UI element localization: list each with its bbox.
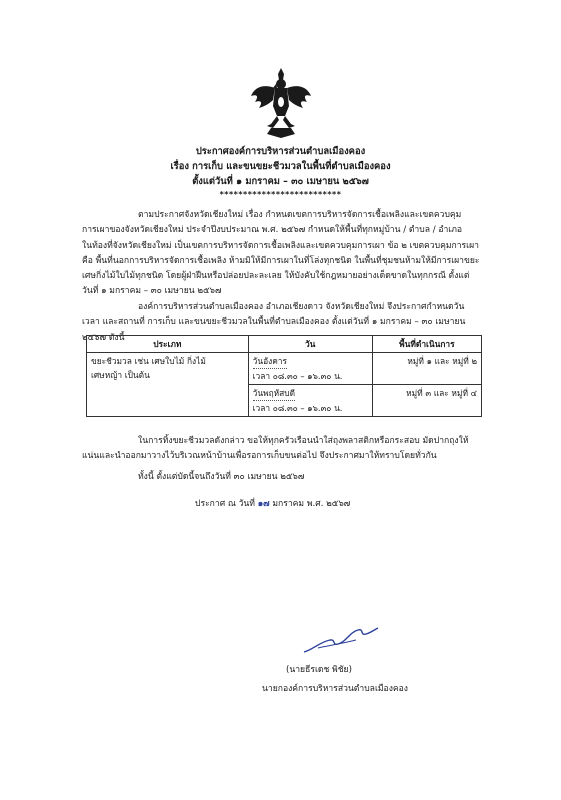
effective-date-line: ทั้งนี้ ตั้งแต่บัดนี้จนถึงวันที่ ๓๐ เมษายน ๒๕๖๗ — [138, 472, 305, 482]
paragraph-line: เศษกิ่งไม้ใบไม้ทุกชนิด โดยผู้ฝ่าฝืนหรือปล่อยปละละเลย ให้บังคับใช้กฎหมายอย่างเด็ดขาดในทุกกรณี ตั้งแต่ — [82, 271, 470, 282]
signature-image — [300, 622, 380, 658]
day-cell — [248, 353, 372, 385]
signer-position: นายกองค์การบริหารส่วนตำบลเมืองคอง — [262, 684, 409, 694]
paragraph-line: ในการทิ้งขยะชีวมวลดังกล่าว ขอให้ทุกครัวเรือนนำใส่ถุงพลาสติกหรือกระสอบ มัดปากถุงให้ — [138, 436, 469, 446]
garuda-emblem-icon — [249, 66, 313, 140]
table-row — [87, 353, 482, 385]
day-label: วันพฤหัสบดี — [253, 386, 295, 401]
paragraph-line: คือ พื้นที่นอกการบริหารจัดการเชื้อเพลิง ห้ามมิให้มีการเผาในที่โล่งทุกชนิด ในพื้นที่ชุมชนห้ามให้มีการเผาขยะ — [82, 255, 480, 266]
column-header-day: วัน — [248, 336, 372, 353]
announcement-title: ประกาศองค์การบริหารส่วนตำบลเมืองคอง — [195, 146, 366, 157]
paragraph-line: การเผาของจังหวัดเชียงใหม่ ประจำปีงบประมาณ พ.ศ. ๒๕๖๗ กำหนดให้พื้นที่ทุกหมู่บ้าน / ตำบล / อำเภอ — [82, 225, 463, 236]
day-cell — [248, 385, 372, 417]
column-header-type: ประเภท — [87, 336, 249, 353]
announcement-date — [195, 496, 350, 510]
date-day: ๑๗ — [257, 499, 270, 509]
time-label: เวลา ๐๘.๓๐ – ๑๖.๓๐ น. — [252, 403, 343, 413]
paragraph-provincial-order — [82, 208, 482, 300]
area-cell: หมู่ที่ ๑ และ หมู่ที่ ๒ — [372, 353, 481, 385]
paragraph-line: องค์การบริหารส่วนตำบลเมืองคอง อำเภอเชียงดาว จังหวัดเชียงใหม่ จึงประกาศกำหนดวัน — [138, 302, 465, 312]
paragraph-line: วันที่ ๑ มกราคม – ๓๐ เมษายน ๒๕๖๗ — [82, 286, 222, 297]
title-separator: ************************** — [219, 190, 342, 199]
announcement-period: ตั้งแต่วันที่ ๑ มกราคม – ๓๐ เมษายน ๒๕๖๗ — [192, 176, 369, 187]
day-label: วันอังคาร — [253, 354, 287, 369]
collection-schedule-table — [86, 335, 482, 417]
paragraph-line: เวลา และสถานที่ การเก็บ และขนขยะชีวมวลในพื้นที่ตำบลเมืองคอง ตั้งแต่วันที่ ๑ มกราคม – ๓๐ เมษายน — [82, 317, 466, 328]
waste-type-line: ขยะชีวมวล เช่น เศษใบไม้ กิ่งไม้ — [91, 356, 206, 366]
date-prefix: ประกาศ ณ วันที่ — [195, 499, 255, 509]
area-cell: หมู่ที่ ๓ และ หมู่ที่ ๔ — [372, 385, 481, 417]
paragraph-line: ตามประกาศจังหวัดเชียงใหม่ เรื่อง กำหนดเขตการบริหารจัดการเชื้อเพลิงและเขตควบคุม — [138, 210, 462, 220]
column-header-area: พื้นที่ดำเนินการ — [372, 336, 481, 353]
paragraph-instructions — [82, 434, 482, 465]
paragraph-line: ๒๕๖๗ ดังนี้ — [82, 332, 125, 343]
announcement-subject: เรื่อง การเก็บ และขนขยะชีวมวลในพื้นที่ตำบลเมืองคอง — [170, 161, 391, 172]
signer-name: (นายธีรเดช พิชัย) — [286, 665, 352, 675]
waste-type-cell — [87, 353, 249, 417]
waste-type-line: เศษหญ้า เป็นต้น — [91, 370, 150, 380]
table-header-row — [87, 336, 482, 353]
paragraph-line: ในท้องที่จังหวัดเชียงใหม่ เป็นเขตการบริหารจัดการเชื้อเพลิงและเขตควบคุมการเผา ข้อ ๒ เขตควบคุมการเผา — [82, 240, 479, 251]
paragraph-line: แน่นและนำออกมาวางไว้บริเวณหน้าบ้านเพื่อรอการเก็บขนต่อไป จึงประกาศมาให้ทราบโดยทั่วกัน — [82, 451, 437, 462]
paragraph-effective-date — [82, 470, 482, 485]
date-suffix: มกราคม พ.ศ. ๒๕๖๗ — [272, 499, 351, 509]
time-label: เวลา ๐๘.๓๐ – ๑๖.๓๐ น. — [252, 371, 343, 381]
